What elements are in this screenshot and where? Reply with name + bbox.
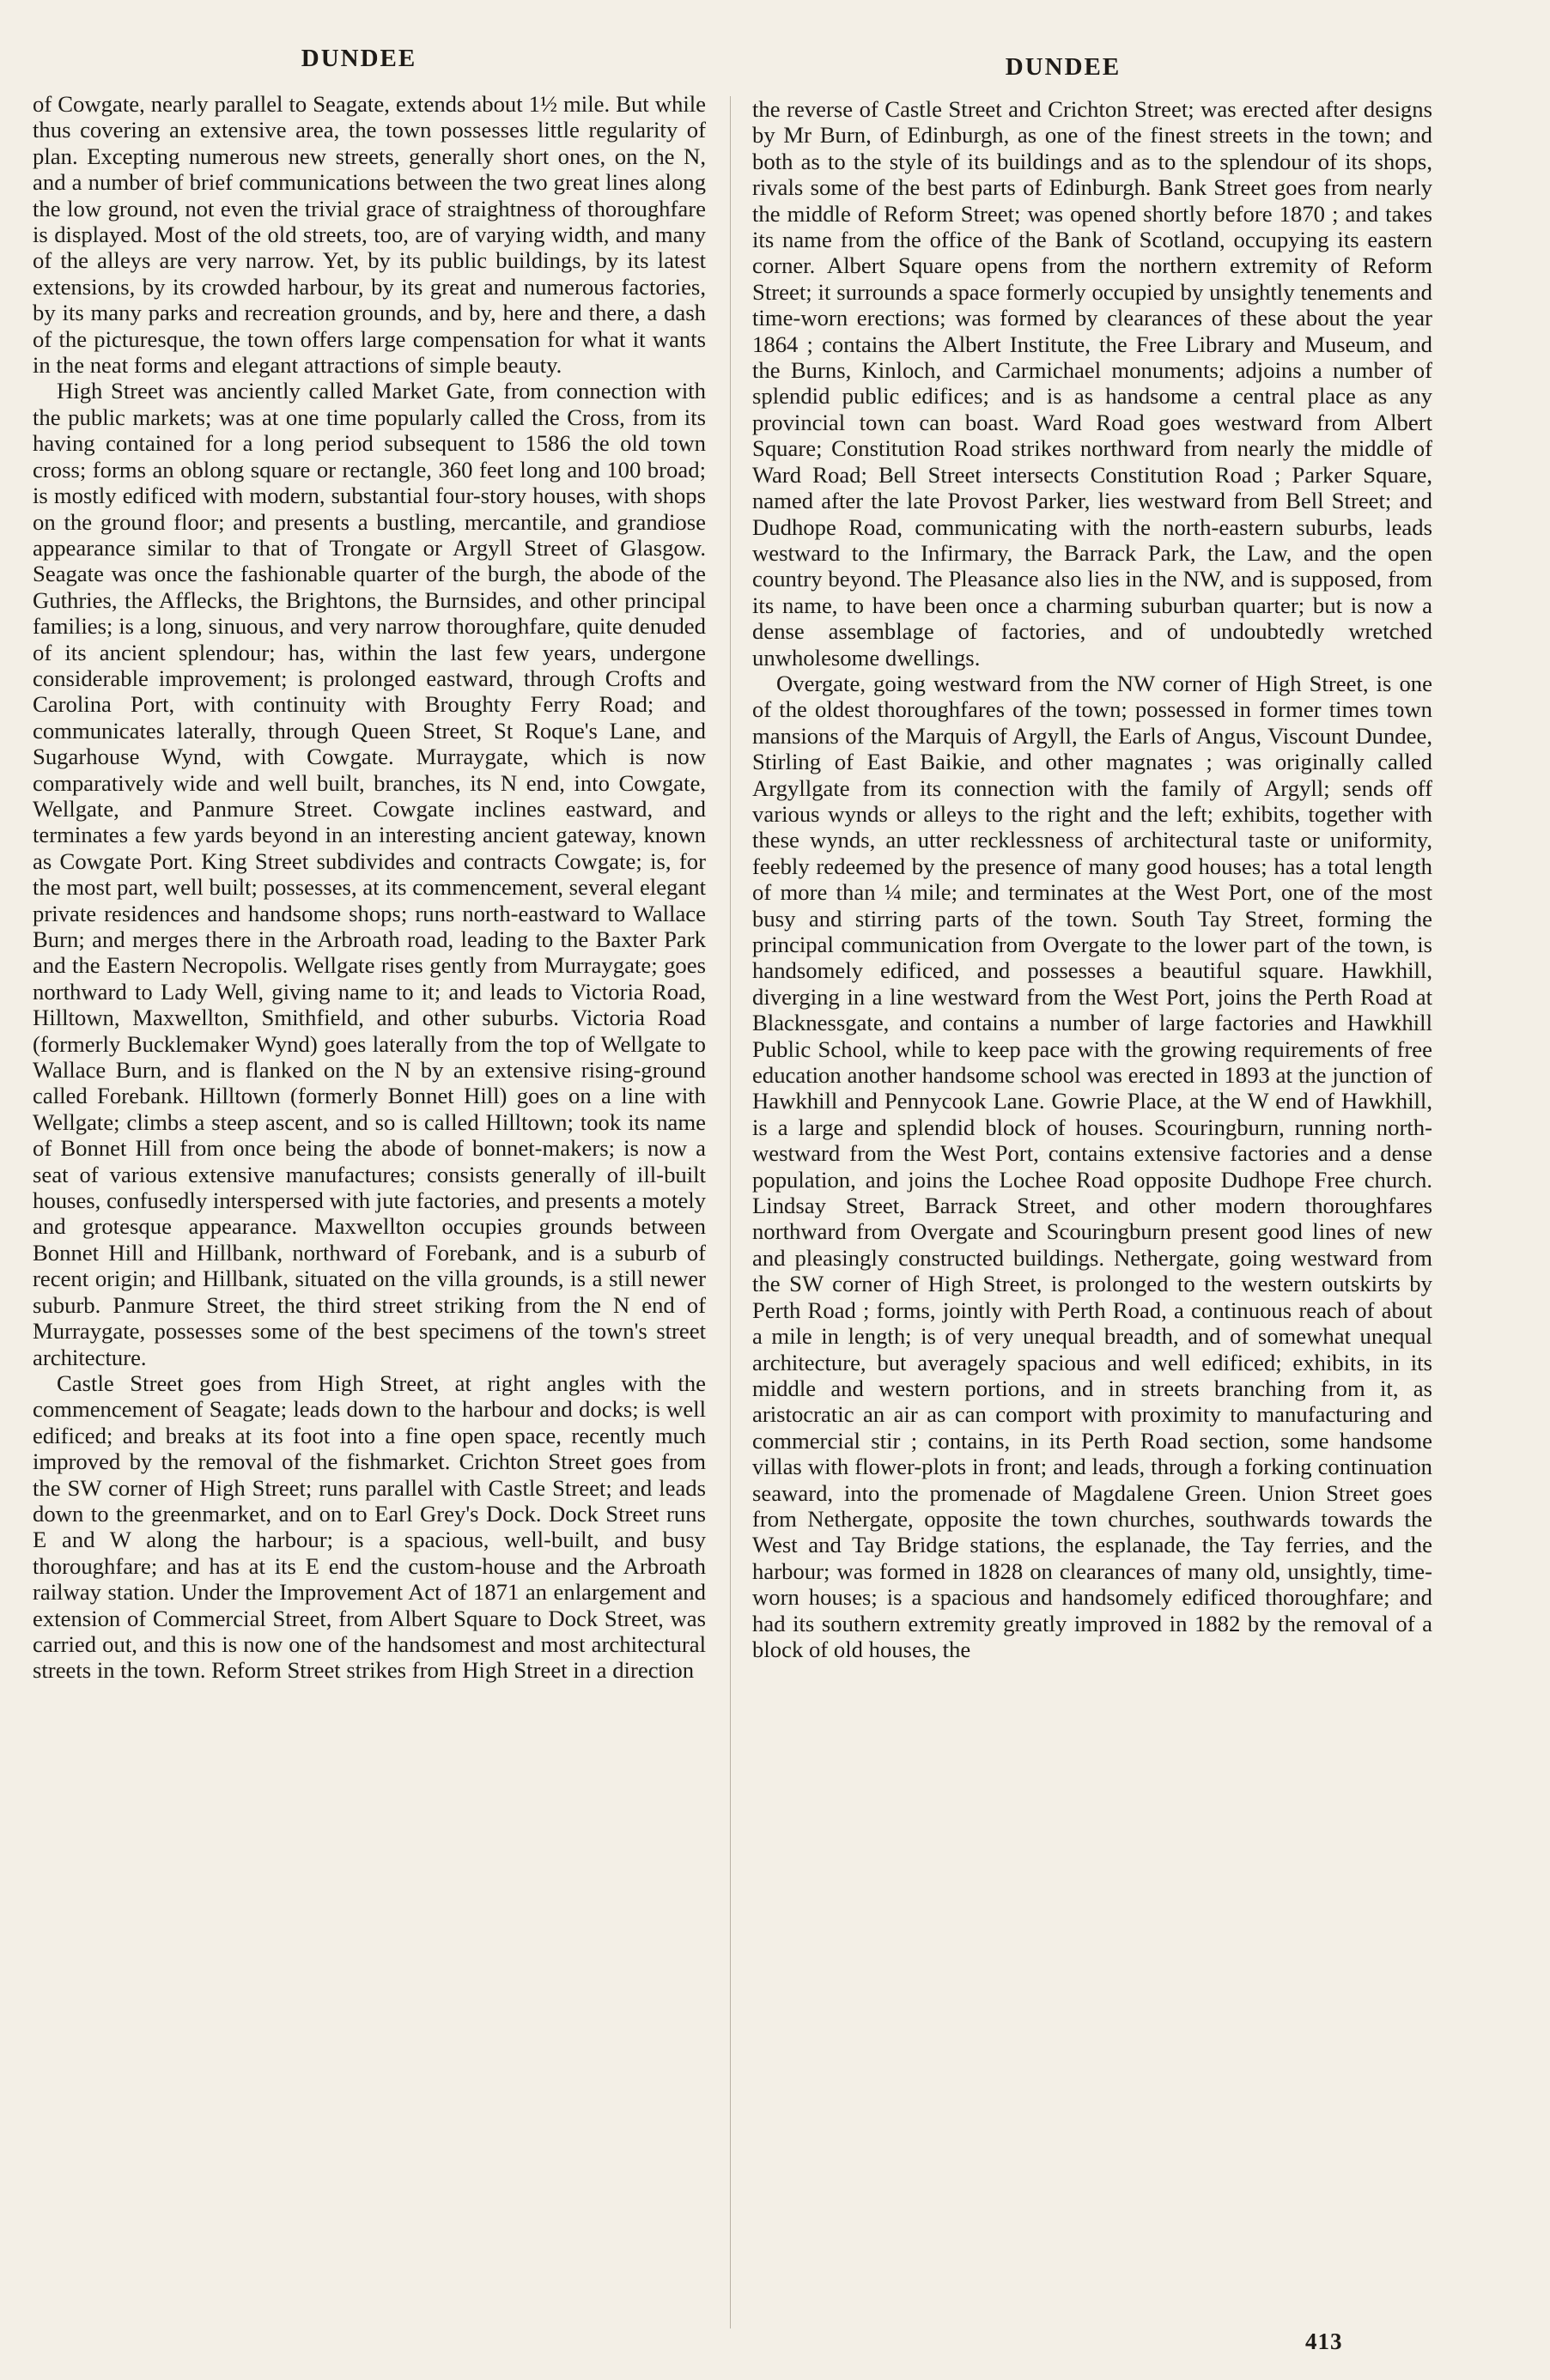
- running-header-right: DUNDEE: [1005, 53, 1121, 81]
- running-header-left: DUNDEE: [301, 45, 417, 72]
- paragraph-high-street: High Street was anciently called Market Gate, from connection with the public markets; was at one time popularly called the Cross, from its having contained for a long period subsequent to 1586 the old town cross; forms an oblong square or rectangle, 360 feet long and 100 broad; is mostly edificed with modern, substantial four-story houses, with shops on the ground floor; and presents a bustling, mercantile, and grandiose appearance similar to that of Trongate or Argyll Street of Glasgow. Seagate was once the fashionable quarter of the burgh, the abode of the Guthries, the Afflecks, the Brightons, the Burnsides, and other principal families; is a long, sinuous, and very narrow thoroughfare, quite denuded of its ancient splendour; has, within the last few years, undergone considerable improvement; is prolonged eastward, through Crofts and Carolina Port, with continuity with Broughty Ferry Road; and communicates laterally, through Queen Street, St Roque's Lane, and Sugarhouse Wynd, with Cowgate. Murraygate, which is now comparatively wide and well built, branches, its N end, into Cowgate, Wellgate, and Panmure Street. Cowgate inclines eastward, and terminates a few yards beyond in an interesting ancient gateway, known as Cowgate Port. King Street subdivides and contracts Cowgate; is, for the most part, well built; possesses, at its commencement, several elegant private residences and handsome shops; runs north-eastward to Wallace Burn; and merges there in the Arbroath road, leading to the Baxter Park and the Eastern Necropolis. Wellgate rises gently from Murraygate; goes northward to Lady Well, giving name to it; and leads to Victoria Road, Hilltown, Maxwellton, Smithfield, and other suburbs. Victoria Road (formerly Bucklemaker Wynd) goes laterally from the top of Wellgate to Wallace Burn, and is flanked on the N by an extensive rising-ground called Forebank. Hilltown (formerly Bonnet Hill) goes on a line with Wellgate; climbs a steep ascent, and so is called Hilltown; took its name of Bonnet Hill from once being the abode of bonnet-makers; is now a seat of various extensive manufactures; consists generally of ill-built houses, confusedly interspersed with jute factories, and presents a motely and grotesque appearance. Maxwellton occupies grounds between Bonnet Hill and Hillbank, northward of Forebank, and is a suburb of recent origin; and Hillbank, situated on the villa grounds, is a still newer suburb. Panmure Street, the third street striking from the N end of Murraygate, possesses some of the best specimens of the town's street architecture.: [33, 378, 706, 1370]
- paragraph-reform-street-continuation: the reverse of Castle Street and Crichton Street; was erected after designs by Mr Burn, of Edinburgh, as one of the finest streets in the town; and both as to the style of its buildings and as to the splendour of its shops, rivals some of the best parts of Edinburgh. Bank Street goes from nearly the middle of Reform Street; was opened shortly before 1870 ; and takes its name from the office of the Bank of Scotland, occupying its eastern corner. Albert Square opens from the northern extremity of Reform Street; it surrounds a space formerly occupied by unsightly tenements and time-worn erections; was formed by clearances of these about the year 1864 ; contains the Albert Institute, the Free Library and Museum, and the Burns, Kinloch, and Carmichael monuments; adjoins a number of splendid public edifices; and is as handsome a central place as any provincial town can boast. Ward Road goes westward from Albert Square; Constitution Road strikes northward from nearly the middle of Ward Road; Bell Street intersects Constitution Road ; Parker Square, named after the late Provost Parker, lies westward from Bell Street; and Dudhope Road, communicating with the north-eastern suburbs, leads westward to the Infirmary, the Barrack Park, the Law, and the open country beyond. The Pleasance also lies in the NW, and is supposed, from its name, to have been once a charming suburban quarter; but is now a dense assemblage of factories, and of undoubtedly wretched unwholesome dwellings.: [752, 96, 1432, 671]
- page-number: 413: [1305, 2328, 1343, 2354]
- paragraph-castle-street: Castle Street goes from High Street, at right angles with the commencement of Seagate; leads down to the harbour and docks; is well edificed; and breaks at its foot into a fine open space, recently much improved by the removal of the fishmarket. Crichton Street goes from the SW corner of High Street; runs parallel with Castle Street; and leads down to the greenmarket, and on to Earl Grey's Dock. Dock Street runs E and W along the harbour; is a spacious, well-built, and busy thoroughfare; and has at its E end the custom-house and the Arbroath railway station. Under the Improvement Act of 1871 an enlargement and extension of Commercial Street, from Albert Square to Dock Street, was carried out, and this is now one of the handsomest and most architectural streets in the town. Reform Street strikes from High Street in a direction: [33, 1369, 706, 1684]
- left-column: [33, 91, 706, 1684]
- column-divider: [730, 96, 731, 2328]
- paragraph-continuation: of Cowgate, nearly parallel to Seagate, extends about 1½ mile. But while thus covering an extensive area, the town possesses little regularity of plan. Excepting numerous new streets, generally short ones, on the N, and a number of brief communications between the two great lines along the low ground, not even the trivial grace of straightness of thoroughfare is displayed. Most of the old streets, too, are of varying width, and many of the alleys are very narrow. Yet, by its public buildings, by its latest extensions, by its crowded harbour, by its great and numerous factories, by its many parks and recreation grounds, and by, here and there, a dash of the picturesque, the town offers large compensation for what it wants in the neat forms and elegant attractions of simple beauty.: [33, 91, 706, 379]
- paragraph-overgate: Overgate, going westward from the NW corner of High Street, is one of the oldest thoroughfares of the town; possessed in former times town mansions of the Marquis of Argyll, the Earls of Angus, Viscount Dundee, Stirling of East Baikie, and other magnates ; was originally called Argyllgate from its connection with the family of Argyll; sends off various wynds or alleys to the right and the left; exhibits, together with these wynds, an utter recklessness of architectural taste or uniformity, feebly redeemed by the presence of many good houses; has a total length of more than ¼ mile; and terminates at the West Port, one of the most busy and stirring parts of the town. South Tay Street, forming the principal communication from Overgate to the lower part of the town, is handsomely edificed, and possesses a beautiful square. Hawkhill, diverging in a line westward from the West Port, joins the Perth Road at Blacknessgate, and contains a number of large factories and Hawkhill Public School, while to keep pace with the growing requirements of free education another handsome school was erected in 1893 at the junction of Hawkhill and Pennycook Lane. Gowrie Place, at the W end of Hawkhill, is a large and splendid block of houses. Scouringburn, running north-westward from the West Port, contains extensive factories and a dense population, and joins the Lochee Road opposite Dudhope Free church. Lindsay Street, Barrack Street, and other modern thoroughfares northward from Overgate and Scouringburn present good lines of new and pleasingly constructed buildings. Nethergate, going westward from the SW corner of High Street, is prolonged to the western outskirts by Perth Road ; forms, jointly with Perth Road, a continuous reach of about a mile in length; is of very unequal breadth, and of somewhat unequal architecture, but averagely spacious and well edificed; exhibits, in its middle and western portions, and in streets branching from it, as aristocratic an air as can comport with proximity to manufacturing and commercial stir ; contains, in its Perth Road section, some handsome villas with flower-plots in front; and leads, through a forking continuation seaward, into the promenade of Magdalene Green. Union Street goes from Nethergate, opposite the town churches, southwards towards the West and Tay Bridge stations, the esplanade, the Tay ferries, and the harbour; was formed in 1828 on clearances of many old, unsightly, time-worn houses; is a spacious and handsomely edificed thoroughfare; and had its southern extremity greatly improved in 1882 by the removal of a block of old houses, the: [752, 670, 1432, 1662]
- right-column: [752, 96, 1432, 1662]
